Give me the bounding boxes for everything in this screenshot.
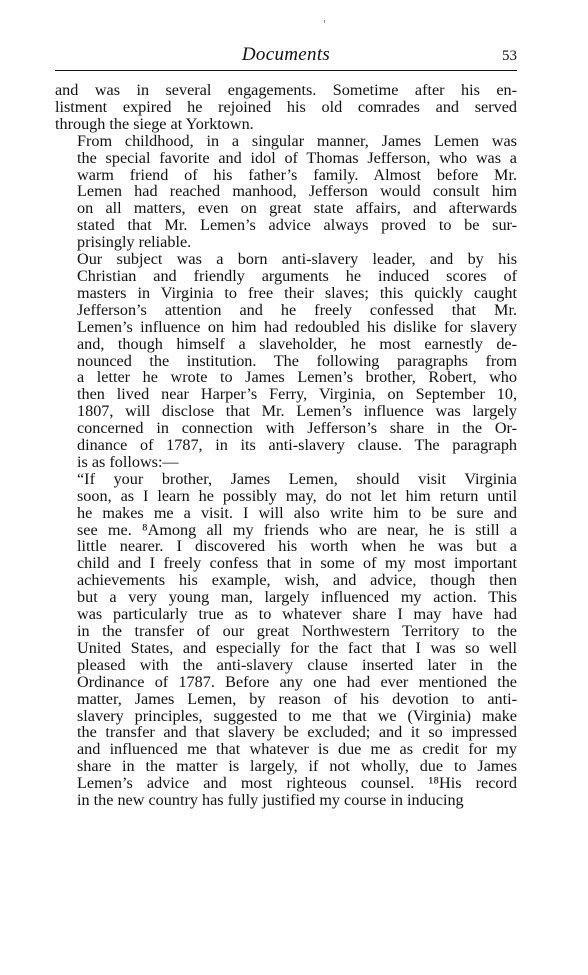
text-line: nounced the institution. The following paragraphs from [77,351,517,370]
text-line: Lemen’s advice and most righteous counsel. ¹⁸His record [77,774,517,793]
text-line: share in the matter is largely, if not wholly, due to James [77,757,517,776]
text-line: and influenced me that whatever is due me as credit for my [77,740,517,759]
text-line: in the transfer of our great Northwestern Territory to the [77,622,517,640]
text-line: child and I freely confess that in some of my most important [77,554,517,573]
page-number: 53 [502,48,517,64]
running-title: Documents [241,44,331,65]
paragraph [55,251,517,471]
text-line: masters in Virginia to free their slaves; this quickly caught [77,283,517,302]
text-line: slavery principles, suggested to me that we (Virginia) make [77,706,517,725]
paragraph [55,471,517,809]
text-line: pleased with the anti-slavery clause inserted later in the [77,655,517,674]
text-line: dinance of 1787, in its anti-slavery clause. The paragraph [77,436,517,455]
text-line: in the new country has fully justified my course in inducing [77,791,464,810]
text-line: Our subject was a born anti-slavery leader, and by his [77,250,517,269]
text-line: Ordinance of 1787. Before any one had ever mentioned the [77,672,517,691]
text-line: From childhood, in a singular manner, James Lemen was [77,131,517,150]
text-line: soon, as I learn he possibly may, do not let him return until [77,486,517,505]
text-line: through the siege at Yorktown. [55,114,254,133]
text-line: Lemen’s influence on him had redoubled his dislike for slavery [77,317,517,336]
text-line: the special favorite and idol of Thomas Jefferson, who was a [77,148,517,167]
text-line: 1807, will disclose that Mr. Lemen’s influence was largely [77,402,517,421]
text-line: Christian and friendly arguments he induced scores of [77,266,517,285]
text-line: a letter he wrote to James Lemen’s brother, Robert, who [77,368,517,387]
text-line: but a very young man, largely influenced my action. This [77,588,517,607]
text-line: warm friend of his father’s family. Almost before Mr. [77,165,517,184]
text-line: “If your brother, James Lemen, should visit Virginia [77,469,517,488]
page-header [55,44,517,71]
text-line: was particularly true as to whatever share I may have had [77,605,517,624]
text-line: the transfer and that slavery be excluded; and it so impressed [77,723,517,742]
text-line: he makes me a visit. I will also write him to be sure and [77,503,517,522]
paragraph [55,82,517,133]
text-line: then lived near Harper’s Ferry, Virginia, on September 10, [77,385,517,404]
text-line: United States, and especially for the fact that I was so well [77,638,517,657]
text-line: listment expired he rejoined his old comrades and served [55,97,517,116]
text-line: stated that Mr. Lemen’s advice always proved to be sur- [77,216,517,235]
body-text [55,82,517,809]
text-line: matter, James Lemen, by reason of his devotion to anti- [77,689,517,708]
text-line: concerned in connection with Jefferson’s share in the Or- [77,419,517,438]
text-line: is as follows:— [77,452,179,471]
text-line: prisingly reliable. [77,233,192,252]
text-line: achievements his example, wish, and advice, though then [77,571,517,590]
stray-mark [324,20,325,23]
text-line: see me. ⁸Among all my friends who are near, he is still a [77,520,517,539]
text-line: and, though himself a slaveholder, he most earnestly de- [77,334,517,353]
text-line: Lemen had reached manhood, Jefferson would consult him [77,182,517,201]
text-line: Jefferson’s attention and he freely confessed that Mr. [77,300,517,319]
text-line: little nearer. I discovered his worth when he was but a [77,537,517,556]
text-line: on all matters, even on great state affairs, and afterwards [77,199,517,218]
text-line: and was in several engagements. Sometime after his en- [55,81,517,99]
paragraph [55,133,517,251]
